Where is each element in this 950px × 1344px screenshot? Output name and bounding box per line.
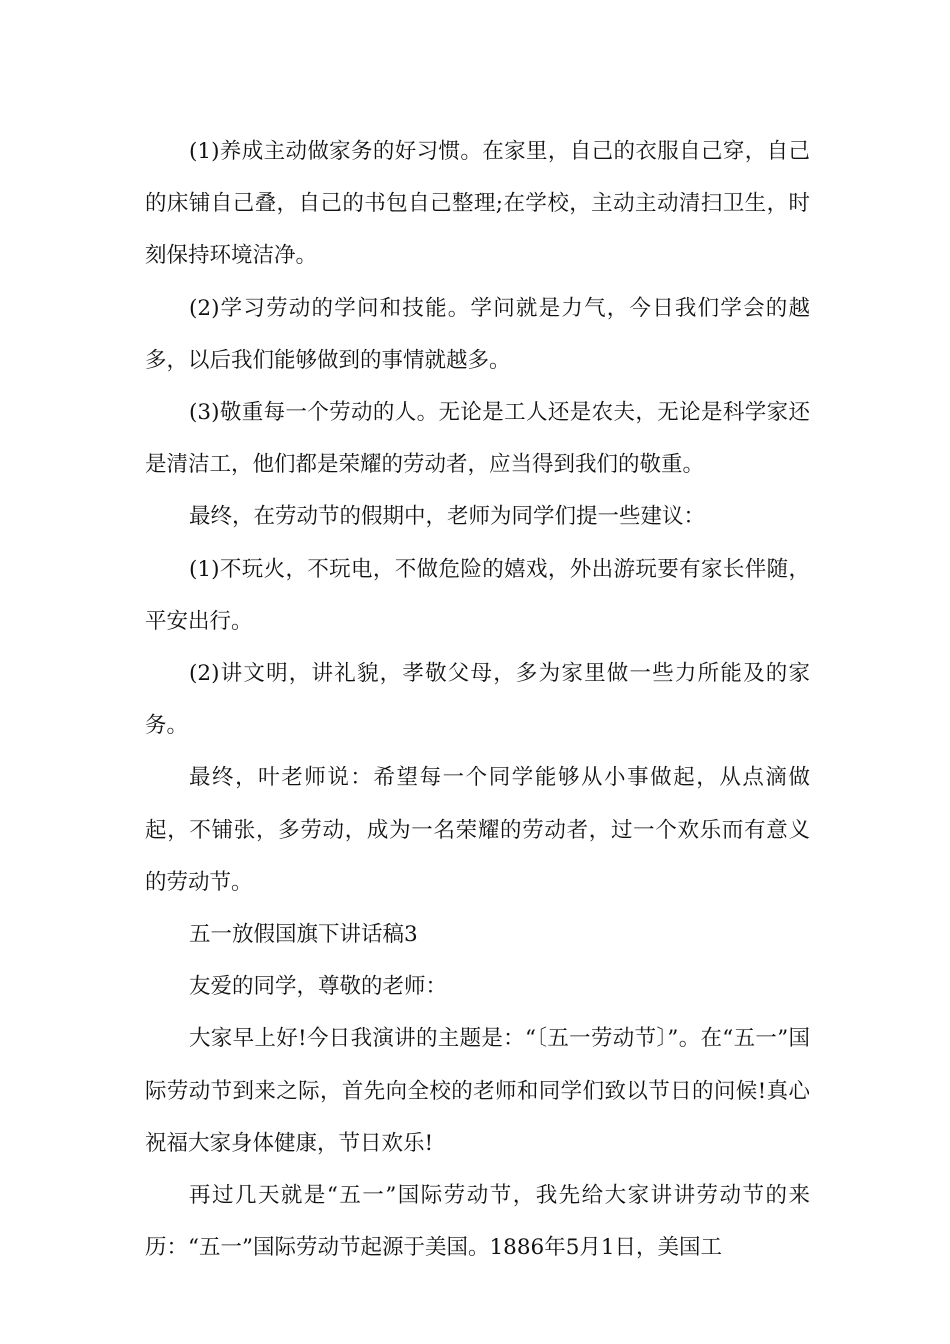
paragraph-closing: 最终，叶老师说：希望每一个同学能够从小事做起，从点滴做起，不铺张，多劳动，成为一名荣耀的劳动者，过一个欢乐而有意义的劳动节。 xyxy=(145,765,810,895)
paragraph-skills: (2)学习劳动的学问和技能。学问就是力气，今日我们学会的越多，以后我们能够做到的事情就越多。 xyxy=(145,295,810,373)
paragraph-suggestions-intro: 最终，在劳动节的假期中，老师为同学们提一些建议： xyxy=(189,504,706,530)
paragraph-history: 再过几天就是“五一”国际劳动节，我先给大家讲讲劳动节的来历：“五一”国际劳动节起源于美国。1886年5月1日，美国工 xyxy=(145,1183,810,1261)
paragraph-habit: (1)养成主动做家务的好习惯。在家里，自己的衣服自己穿，自己的床铺自己叠，自己的书包自己整理;在学校，主动主动清扫卫生，时刻保持环境洁净。 xyxy=(145,139,810,269)
paragraph-salutation: 友爱的同学，尊敬的老师： xyxy=(189,974,448,1000)
paragraph-safety: (1)不玩火，不玩电，不做危险的嬉戏，外出游玩要有家长伴随，平安出行。 xyxy=(145,556,810,634)
paragraph-respect: (3)敬重每一个劳动的人。无论是工人还是农夫，无论是科学家还是清洁工，他们都是荣耀的劳动者，应当得到我们的敬重。 xyxy=(145,400,810,478)
paragraph-greeting: 大家早上好!今日我演讲的主题是：“〔五一劳动节〕”。在“五一”国际劳动节到来之际，首先向全校的老师和同学们致以节日的问候!真心祝福大家身体健康，节日欢乐! xyxy=(145,1026,810,1156)
document-page xyxy=(145,126,810,1274)
section-heading: 五一放假国旗下讲话稿3 xyxy=(189,922,418,948)
paragraph-manners: (2)讲文明，讲礼貌，孝敬父母，多为家里做一些力所能及的家务。 xyxy=(145,661,810,739)
